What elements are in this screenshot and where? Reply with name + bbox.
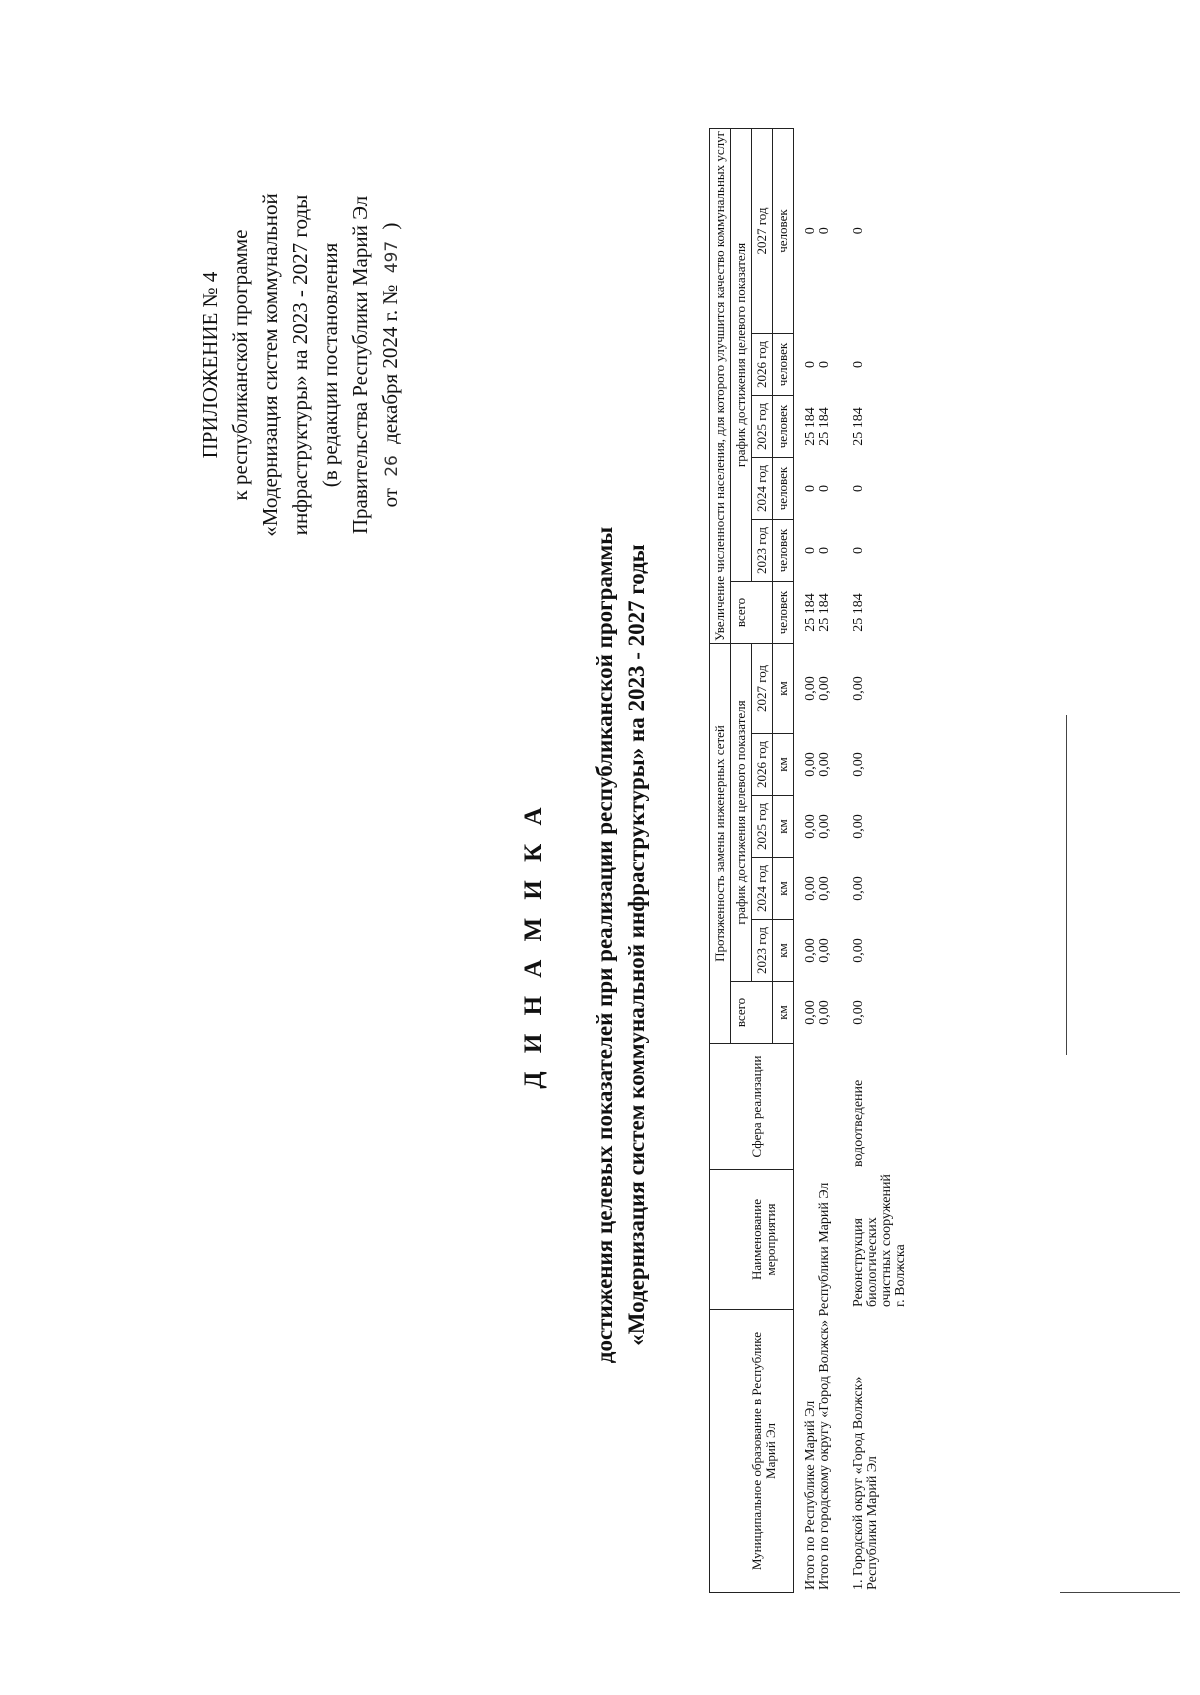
total-republic-label: Итого по Республике Марий Эл [803, 1400, 818, 1590]
appendix-title: ПРИЛОЖЕНИЕ № 4 [198, 271, 222, 459]
value-cell: 25 184 [851, 407, 866, 446]
appendix-date-line [375, 105, 407, 625]
header-year: 2026 год [752, 334, 773, 396]
total-volzhsk-label: Итого по городскому округу «Город Волжск» Республики Марий Эл [817, 1182, 832, 1590]
header-measure: Наименование мероприятия [710, 1170, 794, 1310]
table-row-measure [852, 129, 908, 1593]
value-cell: 0 [851, 485, 866, 492]
table-row-total-republic [794, 129, 833, 1593]
unit-km: км [773, 644, 794, 734]
value-cell: 0,00 [851, 938, 866, 963]
appendix-line: (в редакции постановления [318, 242, 342, 488]
value-cell: 25 184 25 184 [803, 407, 832, 446]
date-prefix: от [378, 488, 402, 508]
unit-km: км [773, 734, 794, 796]
date-day: 26 [382, 455, 402, 477]
header-sphere: Сфера реализации [710, 1044, 794, 1170]
appendix-line: инфраструктуры» на 2023 - 2027 годы [288, 194, 312, 536]
value-cell: 0,00 [851, 676, 866, 701]
value-cell: 0 [851, 361, 866, 368]
header-year: 2023 год [752, 520, 773, 582]
header-year: 2027 год [752, 644, 773, 734]
appendix-line: Правительства Республики Марий Эл [348, 195, 372, 535]
unit-km: км [773, 920, 794, 982]
header-year: 2024 год [752, 458, 773, 520]
value-cell: 0,00 0,00 [803, 676, 832, 701]
value-cell: 0 0 [803, 361, 832, 368]
header-year: 2023 год [752, 920, 773, 982]
header-year: 2027 год [752, 129, 773, 334]
value-cell: 0 0 [803, 227, 832, 235]
date-month-year: декабря 2024 г. № [378, 284, 402, 444]
header-networks-total: всего [731, 982, 773, 1044]
header-year: 2025 год [752, 396, 773, 458]
header-population-total: всего [731, 582, 773, 644]
header-municipality: Муниципальное образование в Республике Марий Эл [710, 1310, 794, 1593]
value-cell: 25 184 [851, 593, 866, 632]
decree-number: 497 [382, 240, 402, 274]
unit-people: человек [773, 129, 794, 334]
appendix-line: к республиканской программе [228, 229, 252, 501]
row-label [794, 1044, 833, 1593]
table-left-rule [1060, 1592, 1180, 1593]
sphere-cell: водоотведение [851, 1079, 866, 1167]
unit-people: человек [773, 334, 794, 396]
unit-people: человек [773, 520, 794, 582]
document-subtitle: достижения целевых показателей при реализации республиканской программы [592, 526, 617, 1364]
unit-people: человек [773, 582, 794, 644]
value-cell: 0 [851, 227, 866, 235]
header-population-schedule: график достижения целевого показателя [731, 129, 752, 582]
unit-people: человек [773, 458, 794, 520]
header-year: 2025 год [752, 796, 773, 858]
row-municipality: Городской округ «Город Волжск» Республики Марий Эл [851, 1376, 880, 1590]
unit-people: человек [773, 396, 794, 458]
value-cell: 0,00 [851, 876, 866, 901]
value-cell: 0,00 [851, 814, 866, 839]
document-title: Д И Н А М И К А [520, 801, 547, 1089]
date-suffix: ) [378, 222, 402, 230]
dynamics-table [709, 128, 908, 1593]
value-cell: 0,00 [851, 752, 866, 777]
value-cell: 25 184 25 184 [803, 593, 832, 632]
header-population-group: Увеличение численности населения, для которого улучшится качество коммунальных услуг [710, 129, 731, 644]
header-networks-schedule: график достижения целевого показателя [731, 644, 752, 982]
unit-km: км [773, 858, 794, 920]
header-networks-group: Протяженность замены инженерных сетей [710, 644, 731, 1044]
appendix-block [195, 105, 407, 625]
value-cell: 0,00 0,00 [803, 752, 832, 777]
measure-cell: Реконструкция биологических очистных сооружений г. Волжска [851, 1174, 908, 1307]
appendix-line: «Модернизация систем коммунальной [258, 193, 282, 537]
value-cell: 0 [851, 547, 866, 554]
value-cell: 0,00 0,00 [803, 876, 832, 901]
document-subtitle: «Модернизация систем коммунальной инфраструктуры» на 2023 - 2027 годы [624, 544, 649, 1346]
header-year: 2026 год [752, 734, 773, 796]
unit-km: км [773, 982, 794, 1044]
value-cell: 0,00 0,00 [803, 814, 832, 839]
value-cell: 0,00 0,00 [803, 938, 832, 963]
value-cell: 0,00 [851, 1000, 866, 1025]
value-cell: 0 0 [803, 485, 832, 492]
value-cell: 0 0 [803, 547, 832, 554]
separator-line [1066, 715, 1067, 1055]
header-year: 2024 год [752, 858, 773, 920]
value-cell: 0,00 0,00 [803, 1000, 832, 1025]
row-number: 1. [851, 1579, 866, 1590]
municipality-cell [852, 1310, 908, 1593]
unit-km: км [773, 796, 794, 858]
